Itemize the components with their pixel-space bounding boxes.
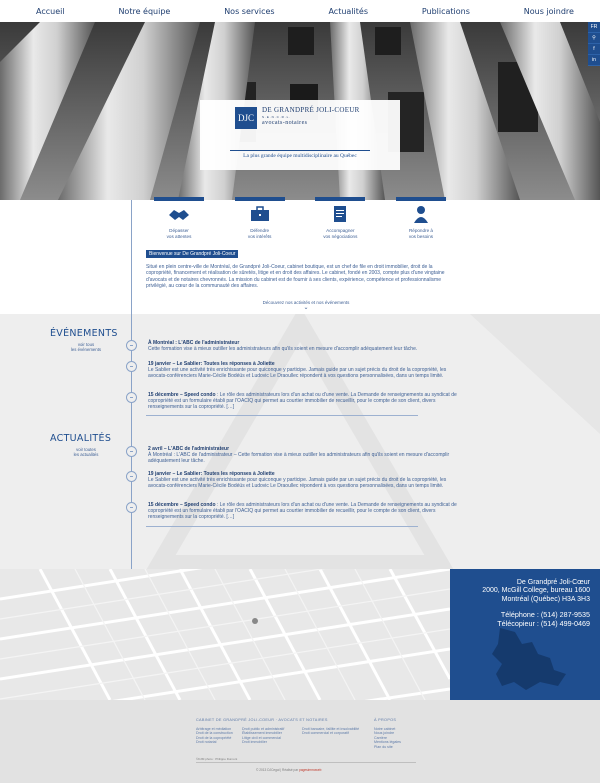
event-item[interactable] <box>148 340 460 352</box>
footer-heading-about: À PROPOS <box>374 718 397 722</box>
nav-nous-joindre[interactable]: Nous joindre <box>523 6 574 16</box>
copyright <box>256 768 321 772</box>
event-body: Cette formation vise à mieux outiller les administrateurs afin qu'ils soient en mesure d'accomplir adéquatement leur tâche. <box>148 346 418 353</box>
contact-fax: Télécopieur : (514) 499-0469 <box>497 618 590 628</box>
footer-col-1 <box>196 727 233 745</box>
news-body: Le Sablier est une activité très enrichissante pour quiconque y participe. Jamais guide par un sujet précis du droit de la copropriété, les avocats-conférenciers Marie-Cécile Bodéüs et Ludovic Le Draoullec répondent à vos questions personnalisées, dans un temps limité. <box>148 477 447 490</box>
service-line1: Dépasser <box>169 228 189 233</box>
footer-link[interactable]: Droit public et administratif <box>242 727 285 731</box>
footer-link[interactable]: Droit de la construction <box>196 731 233 736</box>
contact-phone[interactable]: Téléphone : (514) 287-9535 <box>500 609 590 619</box>
logo-tagline: La plus grande équipe multidisciplinaire au Québec <box>243 153 357 159</box>
footer-link[interactable]: Carrière <box>374 735 387 740</box>
logo-subtitle: avocats-notaires <box>262 120 308 126</box>
agency-link[interactable]: pagesimmoweb <box>299 768 322 772</box>
footer-link[interactable]: Droit notarial <box>196 740 217 745</box>
logo-mark: DJC <box>235 107 257 129</box>
language-toggle[interactable]: FR <box>588 22 600 33</box>
event-body: : Le rôle des administrateurs lors d'un achat ou d'une vente. La Demande de renseignements au syndicat de copropriété est un formulaire établi par l'OACIQ qui permet au courtier immobilier de recueillir, pour le compte de son client, divers renseignements sur la copropriété. […] <box>148 392 457 411</box>
service-item[interactable] <box>301 197 379 245</box>
divider <box>146 415 418 416</box>
footer-link[interactable]: Notre cabinet <box>374 727 396 731</box>
event-body: Le Sablier est une activité très enrichissante pour quiconque y participe. Jamais guide par un sujet précis du droit de la copropriété, les avocats-conférenciers Marie-Cécile Bodéüs et Ludovic Le Draoullec répondent à vos questions personnalisées, dans un temps limité. <box>148 367 447 380</box>
logo-name: DE GRANDPRÉ JOLI-COEUR <box>262 106 360 114</box>
contact-address1: 2000, McGill College, bureau 1600 <box>482 587 590 595</box>
service-item[interactable] <box>382 197 460 245</box>
footer-link[interactable]: Arbitrage et médiation <box>196 727 232 731</box>
logo-divider <box>230 150 370 151</box>
services-strip <box>140 197 460 245</box>
top-nav <box>0 0 600 22</box>
event-title: 19 janvier – Le Sablier: Toutes les réponses à Joliette <box>148 361 275 367</box>
news-title: 19 janvier – Le Sablier: Toutes les réponses à Joliette <box>148 471 275 477</box>
footer-heading: CABINET DE GRANDPRÉ JOLI-COEUR · AVOCATS ET NOTAIRES <box>196 718 328 722</box>
news-title: 15 décembre – Speed condo <box>148 502 216 508</box>
timeline-marker <box>126 502 137 513</box>
copyright-text: © 2013 DJCegal | Réalisé par <box>256 768 299 772</box>
nav-accueil[interactable]: Accueil <box>36 6 65 16</box>
nav-notre-equipe[interactable]: Notre équipe <box>118 6 171 16</box>
timeline-marker <box>126 471 137 482</box>
map-streets <box>0 569 450 700</box>
footer-link[interactable]: Droit de la copropriété <box>196 735 232 740</box>
footer-col-3 <box>302 727 359 736</box>
document-icon <box>315 197 365 227</box>
service-line1: Défendre <box>250 228 270 233</box>
timeline-marker <box>126 361 137 372</box>
service-line2: vos intérêts <box>247 234 272 239</box>
all-events-link[interactable] <box>66 342 106 352</box>
footer-link[interactable]: Mentions légales <box>374 740 401 745</box>
link-line2: les événements <box>70 347 102 352</box>
footer-col-2 <box>242 727 284 745</box>
event-title: 15 décembre – Speed condo <box>148 392 216 398</box>
link-line1: voir tous <box>77 342 95 347</box>
service-item[interactable] <box>140 197 218 245</box>
contact-name: De Grandpré Joli-Cœur <box>516 579 590 586</box>
timeline-rule <box>131 200 132 570</box>
search-icon[interactable]: ⚲ <box>588 33 600 44</box>
contact-panel <box>450 569 600 700</box>
news-body: À Montréal : L'ABC de l'administrateur – Cette formation vise à mieux outiller les administrateurs afin qu'ils soient en mesure d'accomplir adéquatement leur tâche. <box>148 452 450 465</box>
events-heading: ÉVÉNEMENTS <box>50 328 118 339</box>
service-line2: vos attentes <box>166 234 192 239</box>
welcome-tag: Bienvenue sur De Grandpré Joli-Coeur <box>146 250 238 258</box>
news-title: 2 avril – L'ABC de l'administrateur <box>148 446 230 452</box>
photo-credit: ©DJM photo : Philippe Dumont <box>196 757 238 761</box>
nav-nos-services[interactable]: Nos services <box>224 6 275 16</box>
nav-publications[interactable]: Publications <box>421 6 470 16</box>
event-item[interactable] <box>148 361 460 379</box>
event-title: À Montréal : L'ABC de l'administrateur <box>148 340 240 346</box>
news-item[interactable] <box>148 446 460 464</box>
news-body: : Le rôle des administrateurs lors d'un achat ou d'une vente. La Demande de renseignements au syndicat de copropriété est un formulaire établi par l'OACIQ qui permet au courtier immobilier de recueillir, pour le compte de son client, divers renseignements sur la copropriété. […] <box>148 502 457 521</box>
footer-link[interactable]: Droit immobilier <box>242 740 267 745</box>
footer-link[interactable]: Établissement immobilier <box>242 731 282 736</box>
service-line2: vos besoins <box>408 234 434 239</box>
discover-label: Découvrez nos activités et nos événements <box>262 300 350 305</box>
footer-link[interactable]: Droit bancaire, faillite et insolvabilité <box>302 727 360 731</box>
footer-link[interactable]: Nous joindre <box>374 731 395 736</box>
service-line2: vos négociations <box>323 234 358 239</box>
facebook-icon[interactable]: f <box>588 44 600 55</box>
service-item[interactable] <box>221 197 299 245</box>
discover-link[interactable] <box>246 300 366 311</box>
footer-col-4 <box>374 727 401 749</box>
link-line1: voir toutes <box>76 447 96 452</box>
news-item[interactable] <box>148 502 460 520</box>
handshake-icon <box>154 197 204 227</box>
event-item[interactable] <box>148 392 460 410</box>
briefcase-icon <box>235 197 285 227</box>
nav-actualites[interactable]: Actualités <box>328 6 368 16</box>
link-line2: les actualités <box>73 452 99 457</box>
news-item[interactable] <box>148 471 460 489</box>
footer-link[interactable]: Plan du site <box>374 744 393 749</box>
social-bar <box>588 22 600 66</box>
service-line1: Répondre à <box>408 228 433 233</box>
news-heading: ACTUALITÉS <box>50 433 112 444</box>
contact-address2: Montréal (Québec) H3A 3H3 <box>501 595 590 603</box>
timeline-marker <box>126 392 137 403</box>
logo-legal-form: S.E.N.C.R.L. <box>262 115 292 119</box>
person-icon <box>396 197 446 227</box>
welcome-text: Situé en plein centre-ville de Montréal, de Grandpré Joli-Coeur, cabinet boutique, est un chef de file en droit immobilier, droit de la copropriété, financement et réalisation de sûretés, litige et en droit des affaires. Le cabinet, fondé en 2003, compte plus d'une vingtaine d'avocats et de notaires chevronnés. La mission du cabinet est de fournir à ses clients, expérience, compétence et professionnalisme privilégié, au cœur de la communauté des affaires. <box>146 264 445 290</box>
timeline-marker <box>126 340 137 351</box>
all-news-link[interactable] <box>66 447 106 457</box>
footer-link[interactable]: Droit commercial et corporatif <box>302 731 349 736</box>
footer-link[interactable]: Litige civil et commercial <box>242 735 281 740</box>
footer-divider <box>196 762 416 763</box>
firm-logo <box>200 100 400 170</box>
chevron-down-icon: ⌄ <box>303 305 309 311</box>
service-line1: Accompagner <box>326 228 355 233</box>
location-map[interactable] <box>0 569 450 700</box>
footer <box>0 700 600 783</box>
linkedin-icon[interactable]: in <box>588 55 600 66</box>
divider <box>146 526 418 527</box>
timeline-marker <box>126 446 137 457</box>
quebec-map-icon <box>470 624 570 700</box>
